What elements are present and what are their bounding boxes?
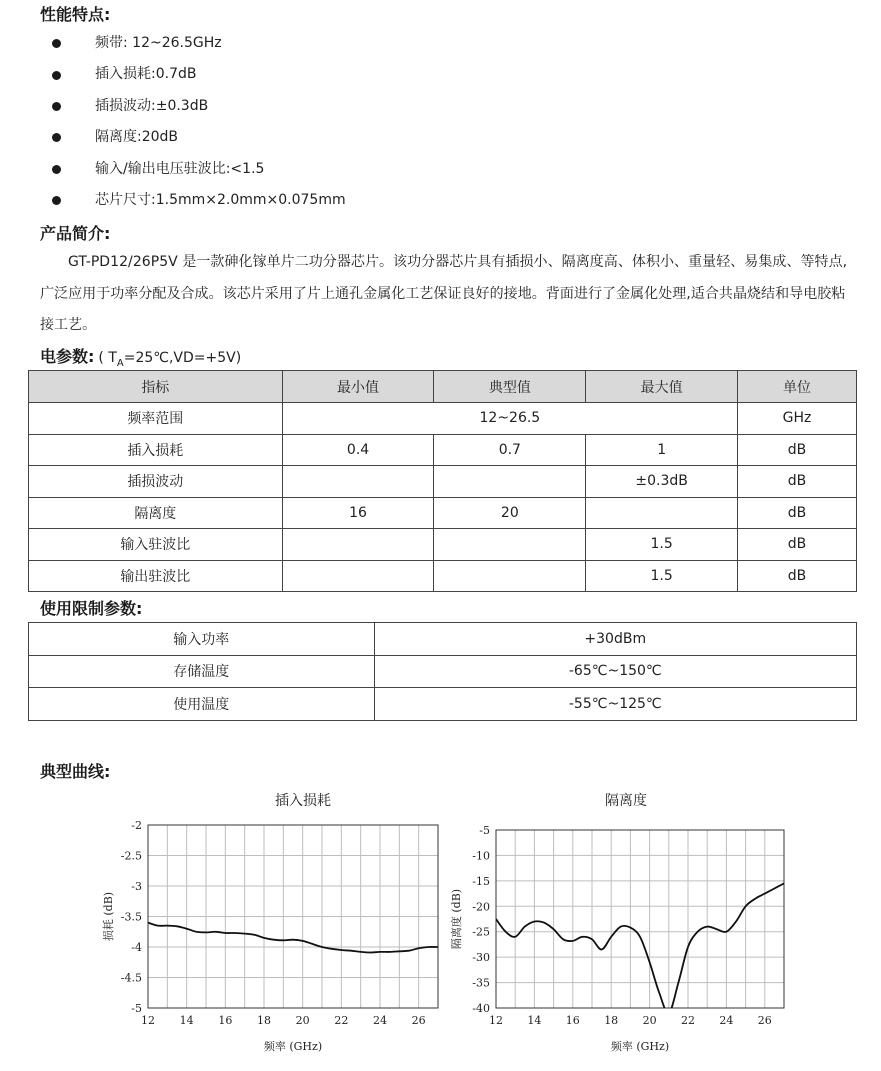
bullet-icon xyxy=(52,71,61,80)
feature-text: 插损波动:±0.3dB xyxy=(95,97,209,114)
x-tick-label: 16 xyxy=(565,1014,580,1027)
feature-text: 插入损耗:0.7dB xyxy=(95,66,197,83)
param-name-cell: 隔离度 xyxy=(29,497,283,529)
column-header: 指标 xyxy=(29,371,283,403)
bullet-icon xyxy=(52,102,61,111)
limit-name-cell: 存储温度 xyxy=(29,655,375,688)
table-header-row xyxy=(29,371,857,403)
max-cell: 1.5 xyxy=(586,529,738,561)
unit-cell: GHz xyxy=(738,403,857,435)
bullet-icon xyxy=(52,39,61,48)
x-tick-label: 24 xyxy=(373,1014,387,1027)
limit-value-cell: -55℃~125℃ xyxy=(374,688,856,721)
min-cell: 16 xyxy=(282,497,434,529)
y-tick-label: -3.5 xyxy=(120,910,142,924)
table-row xyxy=(29,466,857,498)
x-axis-label: 频率 (GHz) xyxy=(610,1040,670,1053)
x-tick-label: 14 xyxy=(527,1014,542,1027)
limit-name-cell: 输入功率 xyxy=(29,623,375,656)
y-tick-label: -40 xyxy=(472,1002,490,1015)
max-cell: 1.5 xyxy=(586,560,738,592)
list-item xyxy=(52,28,346,59)
column-header: 最大值 xyxy=(586,371,738,403)
table-row xyxy=(29,434,857,466)
param-name-cell: 插入损耗 xyxy=(29,434,283,466)
typ-cell: 20 xyxy=(434,497,586,529)
min-cell xyxy=(282,529,434,561)
typ-cell xyxy=(434,529,586,561)
test-condition xyxy=(98,350,241,369)
min-cell: 0.4 xyxy=(282,434,434,466)
intro-paragraph: GT-PD12/26P5V 是一款砷化镓单片二功分器芯片。该功分器芯片具有插损小、隔离度高、体积小、重量轻、易集成、等特点,广泛应用于功率分配及合成。该芯片采用了片上通孔金属化工艺保证良好的接地。背面进行了金属化处理,适合共晶烧结和导电胶粘接工艺。 xyxy=(40,254,848,333)
x-tick-label: 20 xyxy=(295,1014,310,1027)
typ-cell xyxy=(434,466,586,498)
bullet-icon xyxy=(52,165,61,174)
table-row xyxy=(29,560,857,592)
limit-value-cell: -65℃~150℃ xyxy=(374,655,856,688)
limit-value-cell: +30dBm xyxy=(374,623,856,656)
feature-text: 输入/输出电压驻波比:<1.5 xyxy=(95,160,265,177)
max-cell: ±0.3dB xyxy=(586,466,738,498)
table-row xyxy=(29,623,857,656)
intro-heading: 产品简介: xyxy=(40,224,111,243)
curves-heading: 典型曲线: xyxy=(40,762,111,781)
table-row xyxy=(29,403,857,435)
feature-text: 隔离度:20dB xyxy=(95,129,179,146)
bullet-icon xyxy=(52,133,61,142)
param-name-cell: 插损波动 xyxy=(29,466,283,498)
table-row xyxy=(29,529,857,561)
y-tick-label: -10 xyxy=(472,849,490,863)
column-header: 典型值 xyxy=(434,371,586,403)
x-tick-label: 22 xyxy=(681,1014,695,1027)
condition-suffix: =25℃,VD=+5V) xyxy=(123,350,242,366)
list-item xyxy=(52,185,346,216)
typ-cell: 0.7 xyxy=(434,434,586,466)
chart-title: 插入损耗 xyxy=(275,793,331,809)
x-tick-label: 20 xyxy=(642,1014,657,1027)
limits-table xyxy=(28,622,857,721)
y-tick-label: -15 xyxy=(472,874,490,888)
x-tick-label: 16 xyxy=(218,1014,233,1027)
table-row xyxy=(29,688,857,721)
list-item xyxy=(52,154,346,185)
bullet-icon xyxy=(52,196,61,205)
isolation-chart xyxy=(440,815,800,1065)
feature-text: 频带: 12~26.5GHz xyxy=(95,35,222,51)
y-axis-label: 损耗 (dB) xyxy=(102,891,115,942)
limit-name-cell: 使用温度 xyxy=(29,688,375,721)
x-tick-label: 14 xyxy=(179,1014,194,1027)
param-name-cell: 输出驻波比 xyxy=(29,560,283,592)
min-cell xyxy=(282,560,434,592)
y-tick-label: -4 xyxy=(131,941,142,954)
range-cell: 12~26.5 xyxy=(282,403,737,435)
insertion-loss-chart xyxy=(90,815,450,1065)
unit-cell: dB xyxy=(738,560,857,592)
electrical-heading: 电参数: xyxy=(40,347,95,366)
limits-heading: 使用限制参数: xyxy=(40,599,143,618)
x-tick-label: 26 xyxy=(411,1014,426,1027)
param-name-cell: 频率范围 xyxy=(29,403,283,435)
x-tick-label: 22 xyxy=(334,1014,349,1027)
column-header: 最小值 xyxy=(282,371,434,403)
y-tick-label: -2.5 xyxy=(120,849,142,863)
unit-cell: dB xyxy=(738,497,857,529)
unit-cell: dB xyxy=(738,466,857,498)
feature-text: 芯片尺寸:1.5mm×2.0mm×0.075mm xyxy=(95,191,346,208)
x-tick-label: 24 xyxy=(719,1014,734,1027)
features-list xyxy=(52,28,346,216)
x-axis-label: 频率 (GHz) xyxy=(263,1040,323,1053)
y-tick-label: -5 xyxy=(131,1002,142,1015)
max-cell: 1 xyxy=(586,434,738,466)
param-name-cell: 输入驻波比 xyxy=(29,529,283,561)
x-tick-label: 26 xyxy=(757,1014,772,1027)
y-tick-label: -35 xyxy=(472,976,490,990)
list-item xyxy=(52,91,346,122)
x-tick-label: 18 xyxy=(604,1014,619,1027)
x-tick-label: 18 xyxy=(257,1014,271,1027)
y-tick-label: -4.5 xyxy=(120,971,142,985)
y-tick-label: -2 xyxy=(131,819,142,832)
y-axis-label: 隔离度 (dB) xyxy=(450,888,463,950)
chart-title: 隔离度 xyxy=(605,793,647,809)
list-item xyxy=(52,122,346,153)
y-tick-label: -25 xyxy=(472,925,490,939)
table-row xyxy=(29,655,857,688)
y-tick-label: -30 xyxy=(472,951,490,965)
typ-cell xyxy=(434,560,586,592)
electrical-heading-row xyxy=(40,344,241,369)
condition-subscript: A xyxy=(116,357,124,369)
unit-cell: dB xyxy=(738,529,857,561)
plot-area xyxy=(496,830,784,1008)
condition-prefix: ( T xyxy=(98,350,117,366)
column-header: 单位 xyxy=(738,371,857,403)
y-tick-label: -5 xyxy=(479,824,490,837)
max-cell xyxy=(586,497,738,529)
features-heading: 性能特点: xyxy=(40,5,111,24)
y-tick-label: -3 xyxy=(131,880,142,893)
table-row xyxy=(29,497,857,529)
electrical-table xyxy=(28,370,857,592)
unit-cell: dB xyxy=(738,434,857,466)
list-item xyxy=(52,59,346,90)
min-cell xyxy=(282,466,434,498)
x-tick-label: 12 xyxy=(489,1014,503,1027)
x-tick-label: 12 xyxy=(141,1014,155,1027)
y-tick-label: -20 xyxy=(472,900,490,914)
